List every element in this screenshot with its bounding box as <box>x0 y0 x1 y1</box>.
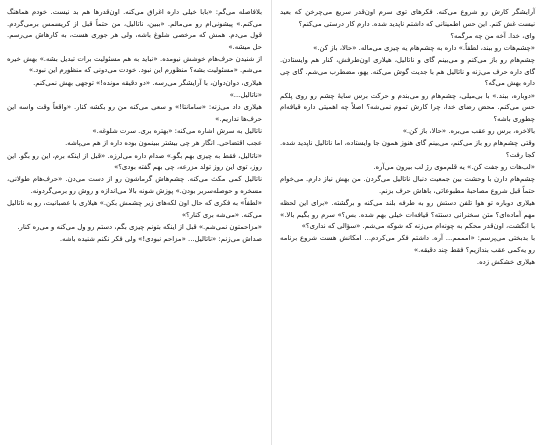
left-paragraph: صداش می‌زنم: «ناتالیل... «مزاحم نبودی!» ولی فکر نکنم شنیده باشه. <box>59 235 262 244</box>
right-paragraph: وقتی چشم‌هام رو باز می‌کنم، می‌بینم گای هنوز همون جا وایستاده، اما ناتالیل ناپدید شده. کجا رفت؟ <box>280 139 535 159</box>
left-paragraph: از شنیدن حرف‌هام خوشش نیومده. «نباید به هم مسئولیت برات تبدیل بشه.» بهش خیره می‌شم. «مسئولیت بشه؟ منظورم این نبود. خودت می‌دونی که منظورم این نبود.» <box>7 54 262 75</box>
left-paragraph: عجب اقتضاحی. انگار هر چی بیشتر ببینمون بوده داره از هم می‌پاشه. <box>65 139 262 148</box>
left-paragraph: هیلاری، دوان‌دوان، با آرایشگر می‌رسه. «دو دقیقه مونده!» توجهی بهش نمی‌کنم. <box>33 78 262 87</box>
left-paragraph: ناتالیل به سرش اشاره می‌کنه: «بهتره بری. سرت شلوغه.» <box>92 126 262 135</box>
right-paragraph: «چشم‌هات رو ببند، لطفاً.» داره به چشم‌هام یه چیزی می‌ماله. «حالا، باز کن.» <box>313 44 535 53</box>
right-paragraph: وای، خدا. آخه من چه مرگمه؟ <box>450 31 535 40</box>
left-paragraph: بلافاصله می‌گم: «بابا خیلی داره اغراق می‌کنه. اون‌قدرها هم بد نیست. خودم هماهنگ می‌کنم.» پیشونی‌ام رو می‌مالم. «ببین، ناتالیل، من حتماً قبل از کریسمس برمی‌گردم. قول می‌دم. همش که مرخصی شلوغ باشه، ولی هر جوری هست، به کارهاش می‌رسم. حل میشه.» <box>7 8 262 51</box>
right-paragraph: چشم‌هام رو باز می‌کنم و می‌بینم گای و ناتالیل، هیلاری اون‌طرفش، کنار هم وایستادن. گای داره حرف می‌زنه و ناتالیل هم با جدیت گوش می‌کنه. یهو، مضطرب می‌شم. گای چی داره بهش می‌گه؟ <box>280 56 535 88</box>
left-paragraph: هیلاری داد می‌زنه: «سامانتا!» و سعی می‌کنه من رو بکشه کنار. «واقعاً وقت واسه این حرف‌ها نداریم.» <box>7 103 262 123</box>
right-paragraph: آرایشگر کارش رو شروع می‌کنه. فکرهای توی سرم اون‌قدر سریع می‌چرخن که بعید نیست غش کنم. این حس اطمینانی که داشتم ناپدید شده. دارم کار درستی می‌کنم؟ <box>280 8 535 28</box>
right-paragraph: «لب‌هات رو جفت کن.» یه قلم‌موی رژ لب بیرون می‌آره. <box>373 163 535 172</box>
left-paragraph: «ناتالیل، فقط به چیزی بهم بگو.» صدام داره می‌لرزه. «قبل از اینکه برم، این رو بگو. این روز، توی این روز تولد مزرعه، چی بهم گفته بودی؟» <box>7 151 262 172</box>
right-paragraph: هیلاری دوباره تو هوا تلفن دستش رو به طرفه بلند می‌کنه و برگشته. «برای این لحظه مهم آماده‌ای؟ متن سخنرانی دستته؟ قیافه‌ات خیلی بهم شده. بس؟» سرم رو بگیم بالا.» با انگشت، اون‌قدر محکم به چونه‌ام می‌زنه که شوکه می‌شم. «سؤالی که نداری؟» <box>280 199 535 231</box>
left-paragraph: «مزاحمتون نمی‌شم.» قبل از اینکه بتونم چیزی بگم، دستم رو ول می‌کنه و می‌ره کنار. <box>17 222 262 231</box>
right-paragraph: «دوباره، ببند.» با بی‌میلی، چشم‌هام رو می‌بندم و حرکت برس سایهٔ چشم رو روی پلکم حس می‌کنم. محض رضای خدا، چرا کارش تموم نمی‌شه؟ اصلاً چه اهمیتی داره قیافه‌ام چطوری باشه؟ <box>280 91 535 123</box>
left-paragraph: ناتالیل کمی مکث می‌کنه. چشم‌هاش گرماشون رو از دست می‌دن. «حرف‌هام طولانی، مسخره و حوصله‌سربر بودن.» پوزش شونه بالا می‌اندازه و روش رو برمی‌گردونه. <box>7 175 262 195</box>
right-paragraph: با بدبختی می‌پرسم: «امممم... آره. داشتم فکر می‌کردم... امکانش هست شروع برنامه رو یه‌کمی عقب بندازیم؟ فقط چند دقیقه.» <box>280 234 535 254</box>
left-paragraph: «لطفاً» به فکری که حال اون لکه‌های زیر چشمش بکن.» هیلاری با عصبانیت، رو به ناتالیل می‌کنه. «می‌شه بری کنار؟» <box>6 199 262 219</box>
left-paragraph: «ناتالیل...» <box>229 90 262 99</box>
left-page <box>0 0 271 445</box>
right-paragraph: بالاخره، برس رو عقب می‌بره. «حالا، باز کن.» <box>402 126 535 135</box>
right-page <box>271 0 542 445</box>
right-paragraph: هیلاری خشکش زده. <box>476 258 535 267</box>
right-paragraph: چشم‌هام دارن با وحشت بین جمعیت دنبال ناتالیل می‌گردن. من بهش نیاز دارم. می‌خوام حتماً قبل شروع مصاحبهٔ مطبوعاتی، باهاش حرف بزنم. <box>280 175 535 195</box>
